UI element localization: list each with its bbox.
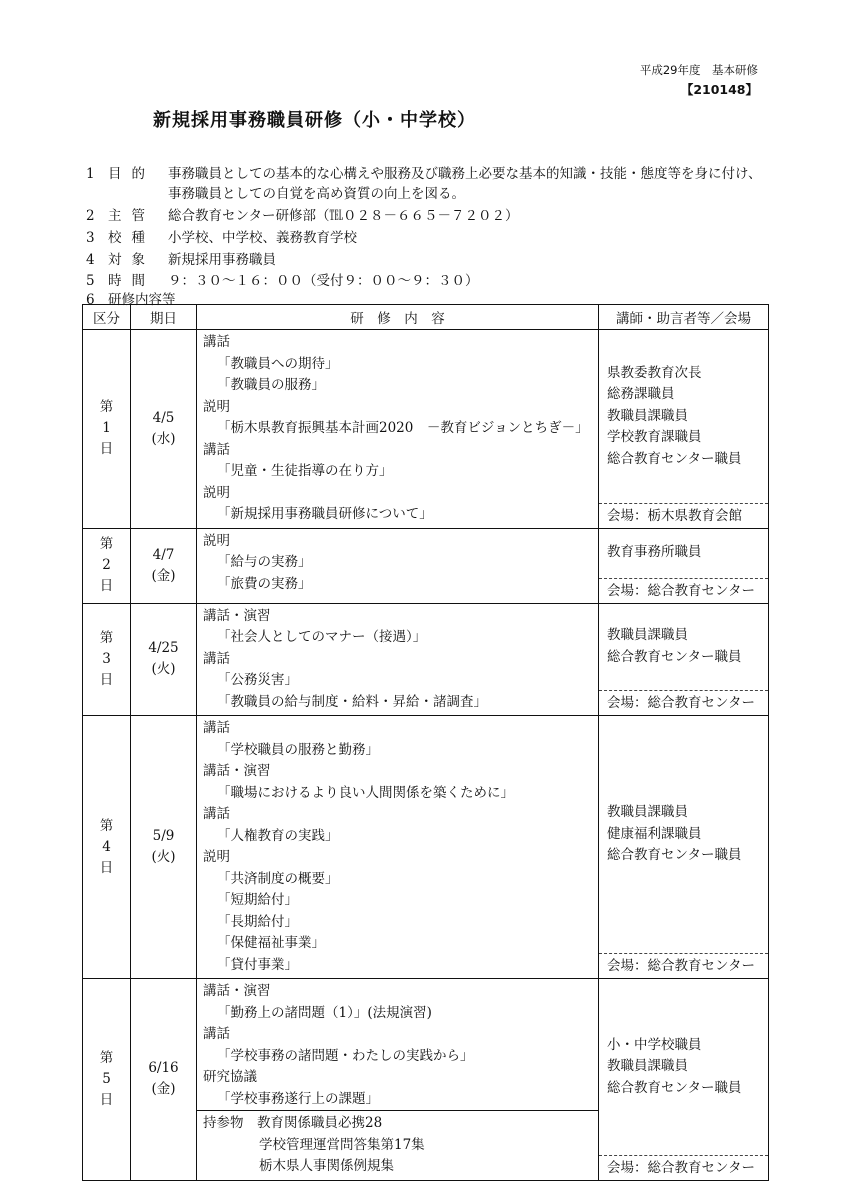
info-value: 小学校、中学校、義務教育学校 — [168, 230, 357, 246]
table-row — [83, 528, 769, 603]
content-line: 「学校事務遂行上の課題」 — [217, 1090, 379, 1107]
session-char: 2 — [102, 557, 111, 573]
weekday: (金) — [151, 567, 176, 584]
schedule-table — [82, 304, 769, 1181]
table-row — [83, 716, 769, 979]
info-line — [86, 248, 276, 268]
info-number: 3 — [86, 230, 95, 246]
venue: 会場：総合教育センター — [599, 578, 768, 603]
fiscal-year-label: 平成29年度 基本研修 — [639, 63, 758, 77]
info-key: 研修内容等 — [108, 292, 176, 308]
session-char: 日 — [99, 1091, 114, 1108]
instructor-name: 教職員課職員 — [607, 407, 688, 424]
info-key: 時間 — [108, 273, 155, 289]
content-line: 講話 — [203, 650, 230, 667]
content-line: 講話 — [203, 720, 230, 736]
date: 6/16 — [148, 1060, 179, 1077]
table-row — [83, 330, 769, 529]
header-instructor: 講師・助言者等／会場 — [599, 305, 769, 330]
session-char: 4 — [102, 838, 111, 855]
content-cell — [197, 603, 599, 716]
venue: 会場：栃木県教育会館 — [599, 503, 768, 528]
session-char: 第 — [99, 536, 114, 552]
session-char: 第 — [99, 1049, 114, 1066]
weekday: (金) — [151, 1081, 176, 1098]
session-char: 1 — [102, 420, 111, 437]
info-line — [86, 204, 518, 224]
content-line: 「貸付事業」 — [217, 956, 298, 973]
instructor-list — [599, 979, 768, 1155]
session-char: 第 — [99, 399, 114, 416]
date: 4/5 — [152, 409, 175, 426]
header-content: 研 修 内 容 — [197, 305, 599, 330]
session-cell — [83, 330, 131, 529]
info-key: 対象 — [108, 252, 155, 268]
instructor-name: 総合教育センター職員 — [607, 648, 742, 665]
content-line: 「共済制度の概要」 — [217, 870, 339, 887]
content-line: 研究協議 — [203, 1069, 257, 1085]
content-line: 「人権教育の実践」 — [217, 827, 339, 844]
date-cell — [131, 603, 197, 716]
content-line: 「児童・生徒指導の在り方」 — [217, 463, 393, 479]
instructor-name: 総務課職員 — [607, 386, 675, 402]
session-char: 日 — [99, 671, 114, 688]
info-line — [86, 226, 357, 246]
content-line: 「職場におけるより良い人間関係を築くために」 — [217, 784, 514, 801]
bring-line: 持参物 教育関係職員必携28 — [203, 1115, 383, 1131]
info-value: 総合教育センター研修部（℡０２８－６６５－７２０２） — [168, 208, 519, 224]
content-line: 「勤務上の諸問題（1）」(法規演習) — [217, 1004, 432, 1021]
venue: 会場：総合教育センター — [599, 953, 768, 978]
content-line: 「学校職員の服務と勤務」 — [217, 741, 379, 758]
session-char: 第 — [99, 629, 114, 646]
weekday: (水) — [151, 430, 176, 447]
content-line: 「公務災害」 — [217, 672, 298, 688]
content-line: 「旅費の実務」 — [217, 575, 312, 592]
instructor-cell — [599, 979, 769, 1181]
session-cell — [83, 528, 131, 603]
instructor-list — [599, 529, 768, 578]
bring-items — [197, 1110, 598, 1178]
content-line: 「保健福祉事業」 — [217, 935, 325, 951]
date-cell — [131, 528, 197, 603]
weekday: (火) — [151, 849, 176, 865]
session-char: 日 — [99, 578, 114, 594]
content-cell — [197, 979, 599, 1181]
date: 4/25 — [148, 640, 179, 657]
instructor-list — [599, 716, 768, 953]
instructor-name: 教職員課職員 — [607, 627, 688, 644]
content-line: 講話・演習 — [203, 983, 271, 999]
content-cell — [197, 528, 599, 603]
content-line: 講話 — [203, 441, 230, 458]
bring-line: 学校管理運営問答集第17集 — [259, 1136, 425, 1153]
course-code: 【210148】 — [680, 82, 758, 97]
header-session: 区分 — [83, 305, 131, 330]
content-line: 「長期給付」 — [217, 913, 298, 930]
content-line: 講話・演習 — [203, 607, 271, 624]
instructor-cell — [599, 528, 769, 603]
instructor-list — [599, 604, 768, 691]
session-char: 第 — [99, 817, 114, 834]
venue: 会場：総合教育センター — [599, 1155, 768, 1180]
bring-line: 栃木県人事関係例規集 — [259, 1158, 394, 1174]
instructor-cell — [599, 716, 769, 979]
content-line: 「教職員の給与制度・給料・昇給・諸調査」 — [217, 693, 487, 710]
header-date: 期日 — [131, 305, 197, 330]
info-number: 6 — [86, 292, 95, 308]
instructor-name: 総合教育センター職員 — [607, 847, 742, 864]
instructor-name: 小・中学校職員 — [607, 1036, 702, 1053]
venue: 会場：総合教育センター — [599, 690, 768, 715]
info-value-continued: 事務職員としての自覚を高め資質の向上を図る。 — [168, 186, 465, 202]
content-line: 講話 — [203, 334, 230, 350]
content-cell — [197, 716, 599, 979]
instructor-name: 総合教育センター職員 — [607, 1079, 742, 1096]
instructor-cell — [599, 603, 769, 716]
content-line: 講話 — [203, 806, 230, 822]
instructor-name: 教育事務所職員 — [607, 544, 702, 561]
session-char: 日 — [99, 441, 114, 458]
instructor-name: 総合教育センター職員 — [607, 450, 742, 467]
content-cell — [197, 330, 599, 529]
date-cell — [131, 330, 197, 529]
date-cell — [131, 979, 197, 1181]
session-cell — [83, 716, 131, 979]
weekday: (火) — [151, 661, 176, 678]
info-value: 新規採用事務職員 — [168, 252, 276, 268]
session-char: 5 — [102, 1070, 111, 1087]
info-key: 目的 — [108, 166, 155, 182]
instructor-name: 教職員課職員 — [607, 1058, 688, 1074]
instructor-name: 県教委教育次長 — [607, 364, 702, 381]
content-line: 「新規採用事務職員研修について」 — [217, 506, 433, 522]
info-number: 1 — [86, 166, 95, 182]
content-line: 「給与の実務」 — [217, 554, 312, 570]
instructor-name: 学校教育課職員 — [607, 429, 702, 445]
table-row — [83, 603, 769, 716]
content-line: 講話・演習 — [203, 763, 271, 779]
date: 5/9 — [152, 828, 175, 844]
info-key: 主管 — [108, 208, 155, 224]
content-line: 「教職員への期待」 — [217, 355, 339, 372]
content-line: 説明 — [203, 532, 230, 549]
table-row — [83, 979, 769, 1181]
content-line: 説明 — [203, 484, 230, 501]
info-key: 校種 — [108, 230, 155, 246]
content-line: 説明 — [203, 398, 230, 415]
content-line: 「栃木県教育振興基本計画2020 －教育ビジョンとちぎ－」 — [217, 420, 589, 436]
content-line: 「短期給付」 — [217, 892, 298, 908]
instructor-list — [599, 330, 768, 503]
instructor-cell — [599, 330, 769, 529]
info-line — [86, 162, 761, 202]
content-line: 「社会人としてのマナー（接遇）」 — [217, 629, 427, 645]
content-line: 説明 — [203, 849, 230, 865]
info-number: 5 — [86, 273, 95, 289]
session-cell — [83, 603, 131, 716]
page-title: 新規採用事務職員研修（小・中学校） — [153, 110, 476, 131]
info-number: 4 — [86, 252, 95, 268]
content-line: 「教職員の服務」 — [217, 377, 325, 393]
instructor-name: 教職員課職員 — [607, 804, 688, 821]
session-cell — [83, 979, 131, 1181]
info-line — [86, 269, 479, 289]
info-value: ９：３０～１６：００（受付９：００～９：３０） — [168, 273, 479, 289]
table-header-row — [83, 305, 769, 330]
content-line: 「学校事務の諸問題・わたしの実践から」 — [217, 1047, 474, 1064]
session-char: 3 — [102, 650, 111, 667]
date-cell — [131, 716, 197, 979]
session-char: 日 — [99, 859, 114, 876]
content-line: 講話 — [203, 1026, 230, 1042]
info-number: 2 — [86, 208, 95, 224]
instructor-name: 健康福利課職員 — [607, 825, 702, 842]
info-value: 事務職員としての基本的な心構えや服務及び職務上必要な基本的知識・技能・態度等を身に付け、 — [168, 166, 762, 182]
date: 4/7 — [152, 546, 175, 563]
